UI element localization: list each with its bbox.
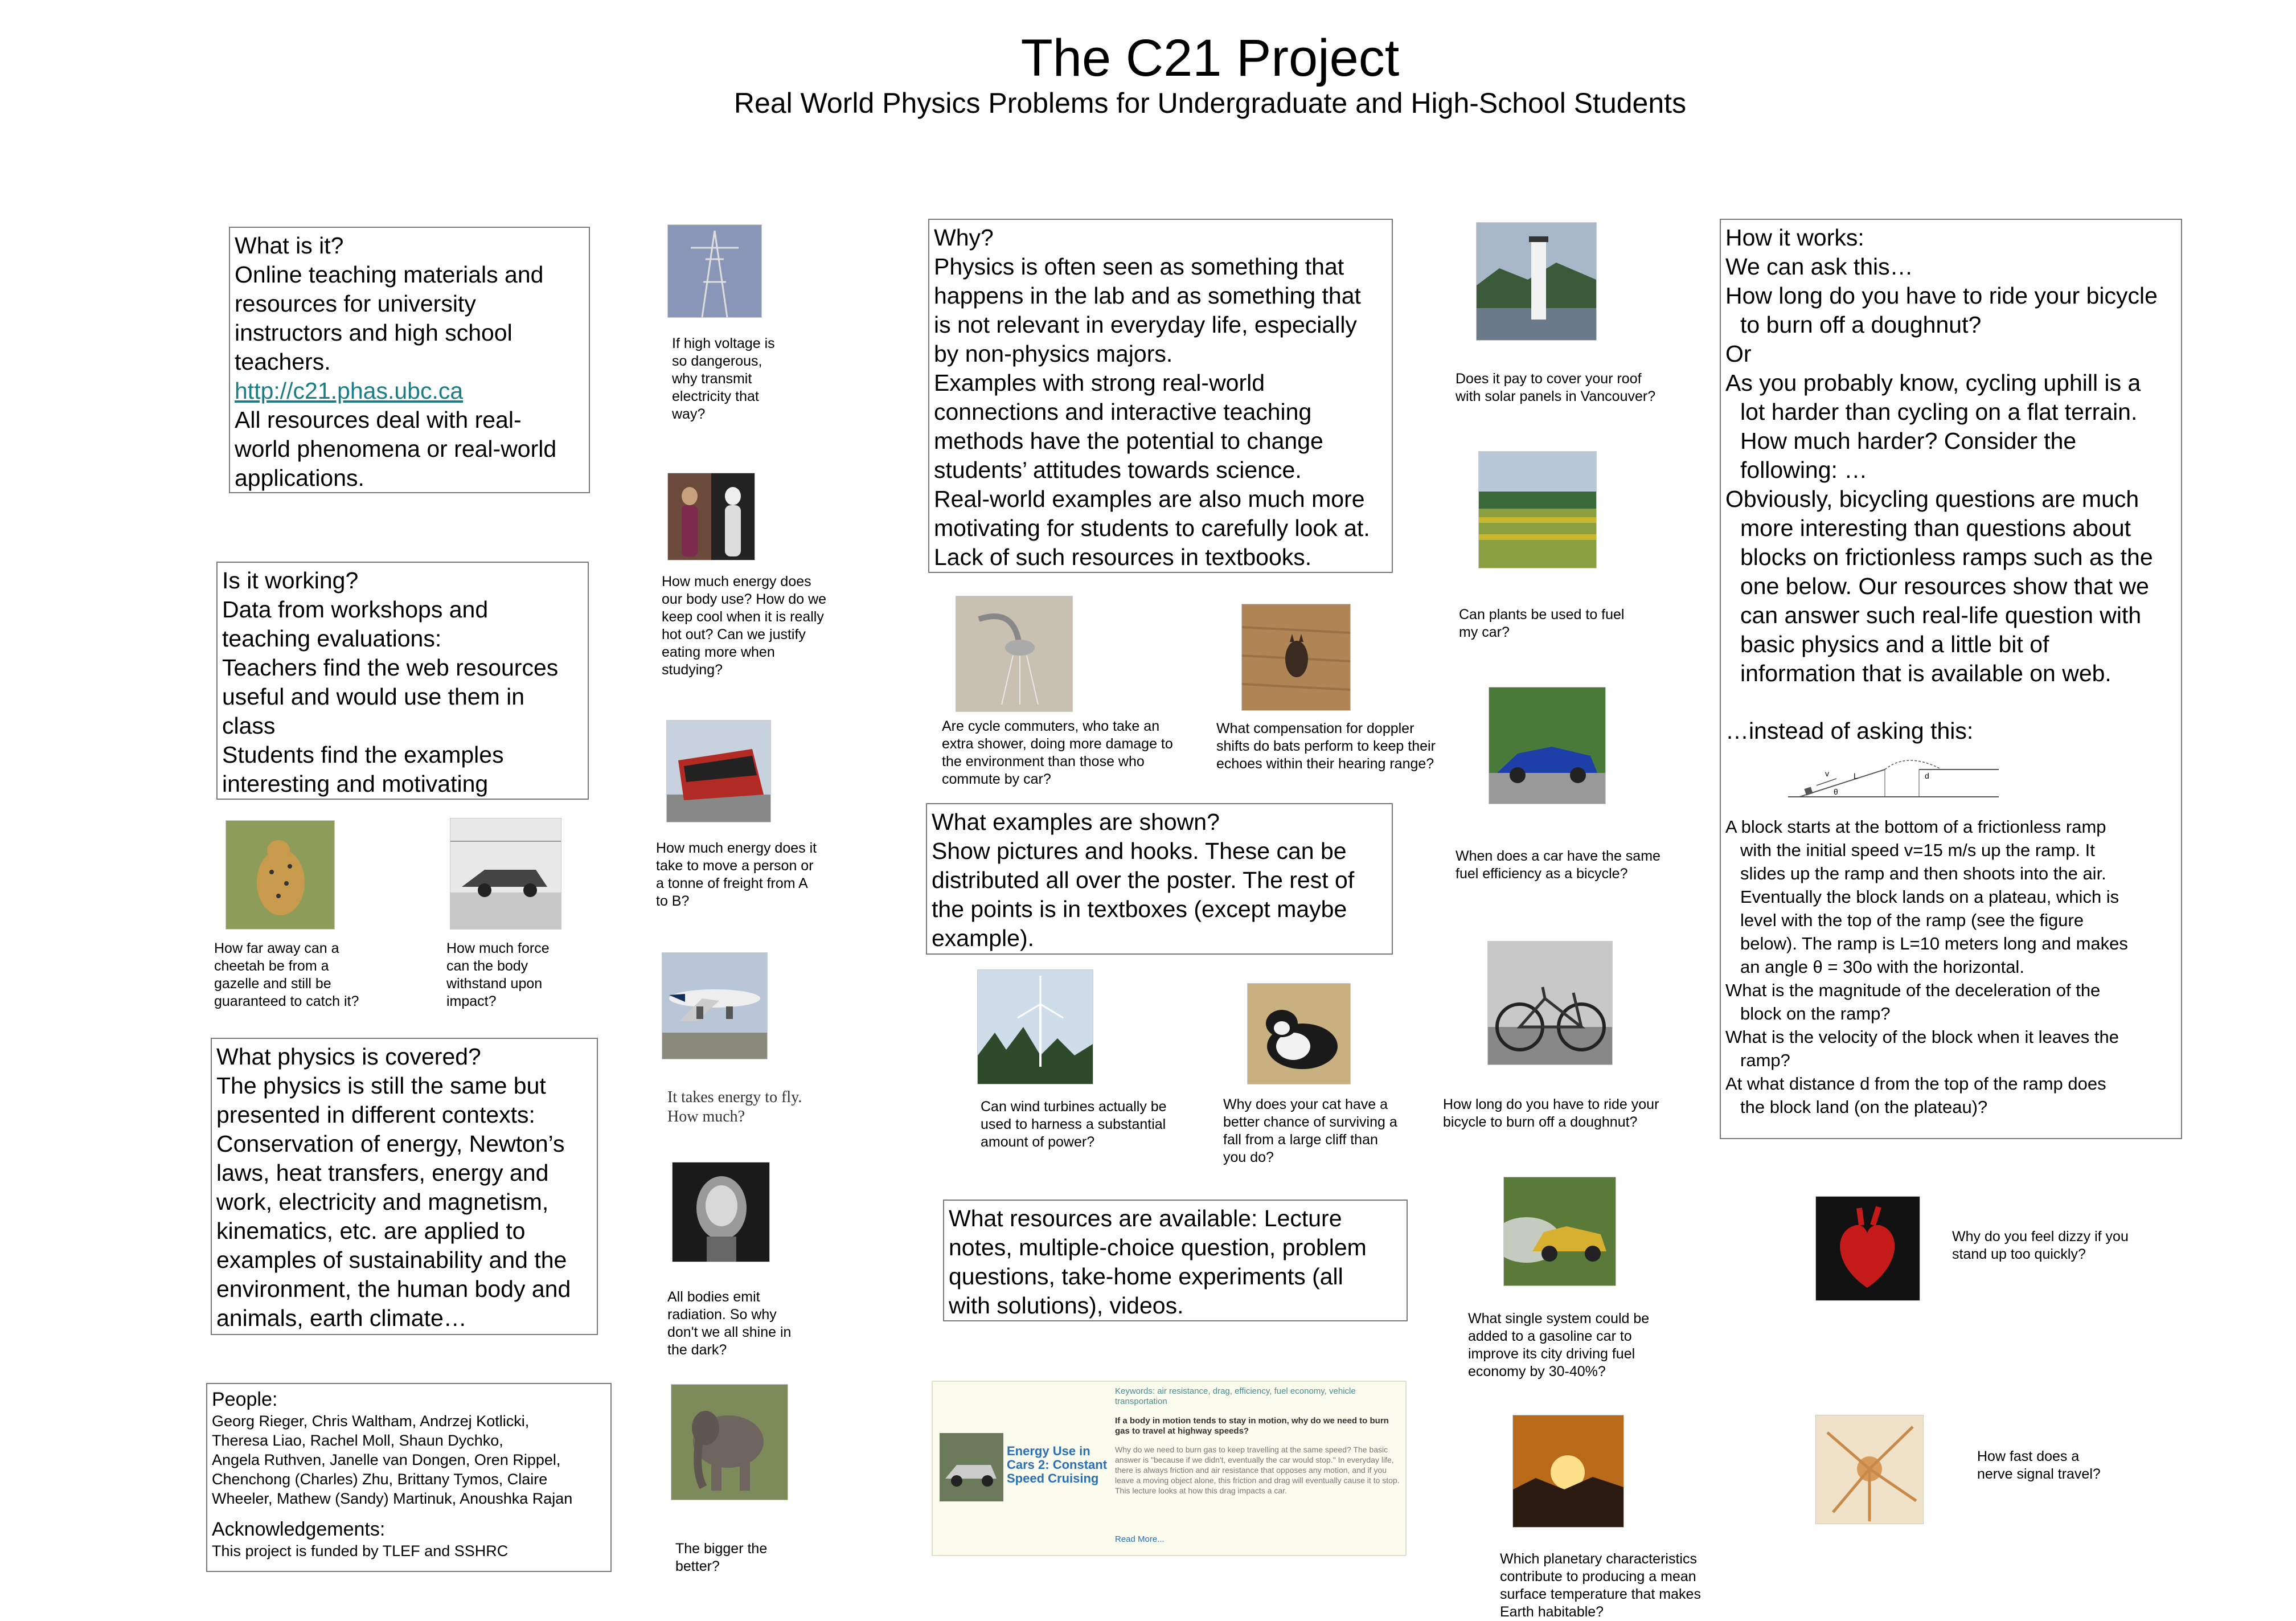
is-it-working-line: teaching evaluations:	[222, 625, 442, 652]
examples-heading: What examples are shown?	[932, 809, 1220, 835]
caption-crash: How much force can the body withstand upon impact?	[446, 940, 550, 1009]
is-it-working-line: Teachers find the web resources	[222, 654, 559, 681]
ramp-diagram	[1725, 746, 2176, 818]
what-is-it-box	[229, 227, 590, 493]
people-line: Wheeler, Mathew (Sandy) Martinuk, Anoushka Rajan	[212, 1490, 573, 1507]
is-it-working-line: interesting and motivating	[222, 771, 489, 797]
how-obviously: more interesting than questions about	[1740, 515, 2131, 541]
how-uphill: lot harder than cycling on a flat terrain.	[1740, 399, 2138, 425]
caption-thermal: All bodies emit radiation. So why don't we all shine in the dark?	[667, 1289, 792, 1358]
resources-line: notes, multiple-choice question, problem	[949, 1234, 1367, 1260]
people-line: Theresa Liao, Rachel Moll, Shaun Dychko,	[212, 1432, 503, 1449]
nerve-cell-image	[1815, 1415, 1924, 1524]
physics-covered-line: kinematics, etc. are applied to	[216, 1218, 526, 1244]
lecture-title-link[interactable]: Energy Use in Cars 2: Constant Speed Cruising	[1007, 1444, 1108, 1485]
problem-line: below). The ramp is L=10 meters long and makes	[1740, 934, 2128, 953]
is-it-working-line: class	[222, 713, 276, 739]
caption-elephant: The bigger the better?	[675, 1541, 768, 1574]
caption-heart: Why do you feel dizzy if you stand up too quickly?	[1952, 1229, 2129, 1262]
problem-question: At what distance d from the top of the ramp does	[1725, 1074, 2106, 1094]
how-uphill: following: …	[1740, 457, 1868, 483]
poster-subtitle: Real World Physics Problems for Undergraduate and High-School Students	[733, 87, 1687, 119]
what-is-it-line: instructors and high school	[235, 320, 512, 346]
physics-covered-heading: What physics is covered?	[216, 1043, 481, 1070]
drifting-car-image	[1503, 1177, 1616, 1286]
examples-line: the points is in textboxes (except maybe	[932, 896, 1347, 922]
caption-bat: What compensation for doppler shifts do bats perform to keep their echoes within their hearing range?	[1216, 721, 1436, 772]
caption-nerve: How fast does a nerve signal travel?	[1977, 1448, 2101, 1482]
resources-line: questions, take-home experiments (all	[949, 1263, 1343, 1290]
lecture-keywords: Keywords: air resistance, drag, efficiency, fuel economy, vehicle transportation	[1115, 1386, 1356, 1406]
physics-covered-line: Conservation of energy, Newton’s	[216, 1131, 565, 1157]
problem-line: with the initial speed v=15 m/s up the ramp. It	[1740, 840, 2095, 860]
why-line: methods have the potential to change	[934, 428, 1323, 454]
why-line: happens in the lab and as something that	[934, 283, 1361, 309]
what-is-it-heading: What is it?	[235, 232, 344, 259]
resources-line: with solutions), videos.	[949, 1292, 1184, 1319]
field-image	[1478, 451, 1597, 568]
shower-image	[956, 596, 1073, 712]
how-obviously: can answer such real-life question with	[1740, 602, 2142, 628]
why-line: is not relevant in everyday life, especially	[934, 312, 1357, 338]
examples-shown-box	[926, 803, 1393, 955]
ramp-label-d: d	[1925, 771, 1929, 780]
how-question-bicycle: How long do you have to ride your bicycle	[1725, 283, 2158, 309]
cheetah-image	[226, 820, 335, 930]
how-it-works-box	[1720, 219, 2182, 1139]
poster-title: The C21 Project	[1020, 29, 1400, 87]
caption-plants: Can plants be used to fuel my car?	[1459, 607, 1625, 640]
car-thumbnail-icon	[940, 1433, 1003, 1501]
physics-covered-line: The physics is still the same but	[216, 1073, 546, 1099]
examples-line: distributed all over the poster. The rest of	[932, 867, 1355, 893]
bat-image	[1241, 604, 1351, 711]
why-line: motivating for students to carefully look at.	[934, 515, 1370, 541]
thermal-person-image	[667, 473, 755, 560]
c21-website-link[interactable]: http://c21.phas.ubc.ca	[235, 378, 464, 404]
caption-voltage: If high voltage is so dangerous, why transmit electricity that way?	[672, 335, 775, 422]
problem-line: Eventually the block lands on a plateau, which is	[1740, 887, 2119, 907]
how-obviously: Obviously, bicycling questions are much	[1725, 486, 2139, 512]
is-it-working-heading: Is it working?	[222, 567, 359, 593]
what-is-it-line: All resources deal with real-	[235, 407, 522, 433]
what-is-it-line: resources for university	[235, 290, 476, 317]
lighthouse-image	[1476, 222, 1597, 341]
examples-line: Show pictures and hooks. These can be	[932, 838, 1347, 864]
physics-covered-line: animals, earth climate…	[216, 1305, 467, 1331]
how-uphill: How much harder? Consider the	[1740, 428, 2077, 454]
physics-covered-line: presented in different contexts:	[216, 1102, 535, 1128]
people-line: Georg Rieger, Chris Waltham, Andrzej Kotlicki,	[212, 1413, 530, 1430]
problem-question: ramp?	[1740, 1050, 1790, 1070]
what-is-it-line: teachers.	[235, 349, 331, 375]
physics-covered-line: laws, heat transfers, energy and	[216, 1160, 549, 1186]
what-is-it-line: world phenomena or real-world	[235, 436, 557, 462]
problem-question: What is the velocity of the block when it leaves the	[1725, 1027, 2119, 1047]
is-it-working-box	[216, 562, 589, 800]
caption-shower: Are cycle commuters, who take an extra shower, doing more damage to the environment than those who commute by car?	[942, 718, 1173, 787]
thermal-head-image	[672, 1162, 770, 1262]
why-heading: Why?	[934, 224, 994, 251]
how-obviously: information that is available on web.	[1740, 660, 2112, 686]
caption-bicycle: How long do you have to ride your bicycle to burn off a doughnut?	[1443, 1096, 1659, 1130]
tram-image	[666, 720, 771, 822]
how-or: Or	[1725, 341, 1752, 367]
problem-line: slides up the ramp and then shoots into the air.	[1740, 863, 2106, 883]
how-obviously: blocks on frictionless ramps such as the	[1740, 544, 2153, 570]
ramp-label-theta: θ	[1834, 787, 1838, 796]
how-line: We can ask this…	[1725, 253, 1913, 280]
physics-covered-line: work, electricity and magnetism,	[216, 1189, 549, 1215]
problem-question: What is the magnitude of the deceleration of the	[1725, 980, 2101, 1000]
why-line: Physics is often seen as something that	[934, 253, 1344, 280]
people-box	[206, 1383, 612, 1572]
resources-box	[943, 1200, 1408, 1321]
heart-image	[1815, 1196, 1920, 1301]
airplane-image	[662, 952, 768, 1059]
physics-covered-line: examples of sustainability and the	[216, 1247, 567, 1273]
caption-car: When does a car have the same fuel efficiency as a bicycle?	[1456, 848, 1660, 882]
why-line: Examples with strong real-world	[934, 370, 1265, 396]
ramp-label-v: v	[1825, 769, 1829, 778]
caption-planet: Which planetary characteristics contribute to producing a mean surface temperature that makes Earth habitable?	[1500, 1551, 1701, 1620]
why-line: connections and interactive teaching	[934, 399, 1312, 425]
ramp-figure	[1725, 746, 2188, 818]
caption-cheetah: How far away can a cheetah be from a gazelle and still be guaranteed to catch it?	[214, 940, 359, 1009]
elephant-image	[671, 1384, 788, 1500]
resources-line: What resources are available: Lecture	[949, 1205, 1342, 1231]
ramp-label-l: L	[1854, 771, 1858, 780]
physics-covered-box	[211, 1038, 598, 1335]
sunset-image	[1512, 1415, 1624, 1528]
is-it-working-line: useful and would use them in	[222, 683, 525, 710]
why-box	[928, 219, 1393, 573]
caption-plane: It takes energy to fly. How much?	[667, 1088, 802, 1125]
how-heading: How it works:	[1725, 224, 1864, 251]
people-line: Chenchong (Charles) Zhu, Brittany Tymos, Claire	[212, 1471, 548, 1488]
people-line: Angela Ruthven, Janelle van Dongen, Oren Rippel,	[212, 1451, 561, 1468]
crash-test-image	[450, 818, 561, 930]
read-more-link[interactable]: Read More...	[1115, 1534, 1165, 1544]
lecture-question: If a body in motion tends to stay in motion, why do we need to burn gas to travel at highway speeds?	[1115, 1416, 1389, 1436]
why-line: Lack of such resources in textbooks.	[934, 544, 1312, 570]
lecture-webpage-snippet[interactable]	[932, 1381, 1407, 1556]
caption-cat: Why does your cat have a better chance of surviving a fall from a large cliff than you do?	[1223, 1096, 1397, 1165]
why-line: Real-world examples are also much more	[934, 486, 1365, 512]
problem-line: level with the top of the ramp (see the figure	[1740, 910, 2084, 930]
blue-car-image	[1489, 687, 1606, 804]
how-instead: …instead of asking this:	[1725, 718, 1974, 744]
how-obviously: basic physics and a little bit of	[1740, 631, 2049, 657]
is-it-working-line: Data from workshops and	[222, 596, 489, 623]
problem-question: the block land (on the plateau)?	[1740, 1097, 1988, 1117]
why-line: students’ attitudes towards science.	[934, 457, 1302, 483]
problem-question: block on the ramp?	[1740, 1004, 1891, 1024]
acknowledgements-text: This project is funded by TLEF and SSHRC	[212, 1542, 509, 1559]
power-tower-image	[667, 224, 762, 318]
why-line: by non-physics majors.	[934, 341, 1173, 367]
problem-line: an angle θ = 30o with the horizontal.	[1740, 957, 2024, 977]
caption-wind: Can wind turbines actually be used to harness a substantial amount of power?	[981, 1099, 1167, 1150]
wind-turbine-image	[977, 969, 1093, 1084]
lecture-body: Why do we need to burn gas to keep travelling at the same speed? The basic answer is "because if we didn't, eventually the car would stop." In everyday life, there is always friction and air resistance that opposes any motion, and if you leave a moving object alone, this friction and drag will eventually cause it to stop. This lecture looks at how this drag impacts a car.	[1115, 1445, 1400, 1495]
cat-image	[1247, 983, 1351, 1084]
caption-gascar: What single system could be added to a gasoline car to improve its city driving fuel economy by 30-40%?	[1468, 1311, 1650, 1380]
how-obviously: one below. Our resources show that we	[1740, 573, 2149, 599]
problem-line: A block starts at the bottom of a frictionless ramp	[1725, 817, 2106, 837]
physics-covered-line: environment, the human body and	[216, 1276, 571, 1302]
what-is-it-line: Online teaching materials and	[235, 261, 544, 288]
caption-tram: How much energy does it take to move a person or a tonne of freight from A to B?	[656, 840, 817, 909]
bicycle-image	[1487, 941, 1613, 1065]
caption-solar: Does it pay to cover your roof with solar panels in Vancouver?	[1456, 371, 1656, 404]
people-heading: People:	[212, 1389, 278, 1410]
is-it-working-line: Students find the examples	[222, 742, 504, 768]
how-question-bicycle: to burn off a doughnut?	[1740, 312, 1982, 338]
how-uphill: As you probably know, cycling uphill is a	[1725, 370, 2141, 396]
examples-line: example).	[932, 925, 1035, 951]
acknowledgements-heading: Acknowledgements:	[212, 1518, 386, 1540]
what-is-it-line: applications.	[235, 465, 364, 491]
caption-body-energy: How much energy does our body use? How do we keep cool when it is really hot out? Can we justify eating more when studying?	[662, 574, 827, 678]
